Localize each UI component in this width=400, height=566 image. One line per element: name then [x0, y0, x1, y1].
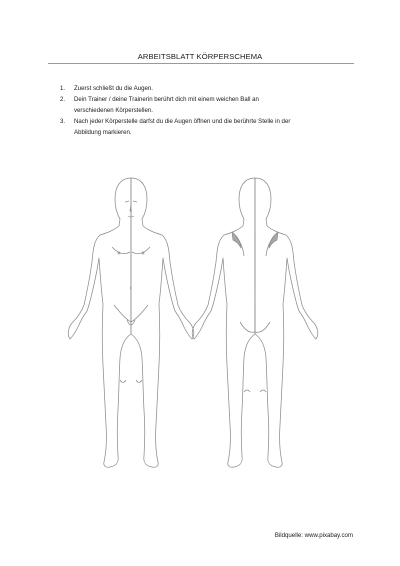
front-view-figure: [68, 178, 193, 467]
instruction-text: verschiedenen Körperstellen.: [74, 107, 153, 114]
instruction-text: Nach jeder Körperstelle darfst du die Augen öffnen und die berührte Stelle in der: [74, 118, 291, 125]
image-credit: Bildquelle: www.pixabay.com: [274, 532, 353, 539]
instruction-number: 1.: [60, 85, 66, 92]
instruction-text: Zuerst schließt du die Augen.: [74, 85, 153, 92]
back-view-figure: [192, 178, 317, 467]
instruction-number: 3.: [60, 118, 66, 125]
instruction-text: Abbildung markieren.: [74, 129, 132, 136]
instruction-text: Dein Trainer / deine Trainerin berührt dich mit einem weichen Ball an: [74, 96, 259, 103]
instruction-number: 2.: [60, 96, 66, 103]
worksheet-title: ARBEITSBLATT KÖRPERSCHEMA: [137, 52, 263, 61]
